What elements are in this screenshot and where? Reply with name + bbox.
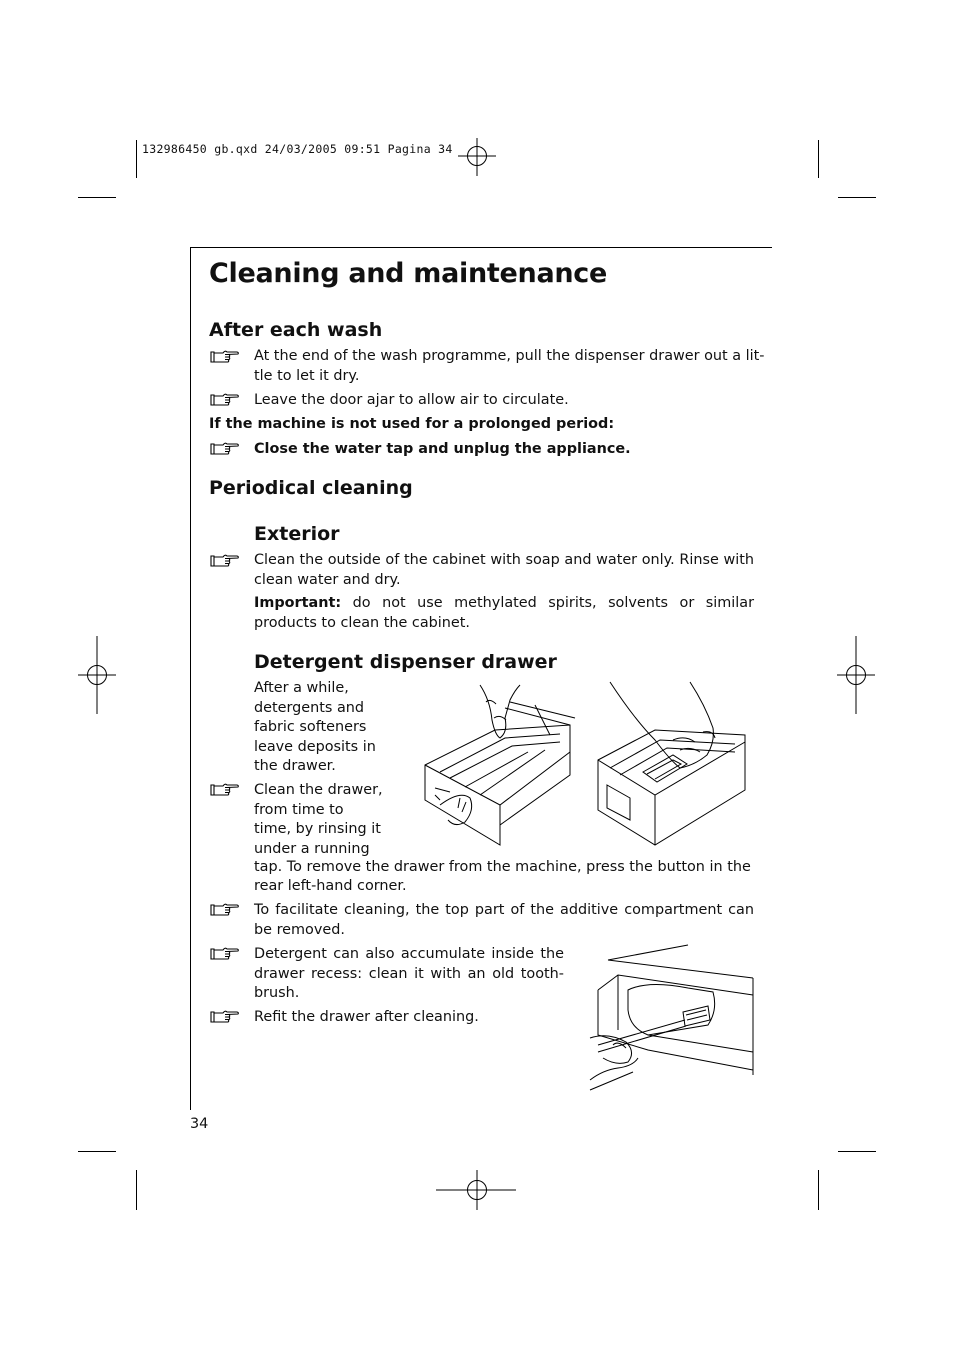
drawer-clean-line: from time to xyxy=(254,801,344,818)
crop-mark xyxy=(136,1170,137,1210)
crop-mark xyxy=(818,1170,819,1210)
crop-mark xyxy=(838,1151,876,1152)
prolonged-period-note: If the machine is not used for a prolonged period: xyxy=(209,416,615,432)
wash-item-1-line-1: At the end of the wash programme, pull the dispenser drawer out a lit- xyxy=(254,348,765,364)
toothbrush-cleaning-illustration xyxy=(588,940,756,1092)
important-label: Important: xyxy=(254,595,342,611)
section-heading-periodical-cleaning: Periodical cleaning xyxy=(209,477,413,499)
crop-mark xyxy=(78,1151,116,1152)
drawer-clean-line: Clean the drawer, xyxy=(254,782,383,798)
pointing-hand-icon xyxy=(210,553,240,569)
subheading-detergent-drawer: Detergent dispenser drawer xyxy=(254,651,557,673)
drawer-clean-line: time, by rinsing it xyxy=(254,821,381,837)
pointing-hand-icon xyxy=(210,946,240,962)
crop-mark xyxy=(78,197,116,198)
crop-mark xyxy=(838,197,876,198)
drawer-clean-continued-2: rear left-hand corner. xyxy=(254,878,407,894)
recess-text: Detergent can also accumulate inside the drawer recess: clean it with an old tooth-brush. xyxy=(254,946,564,1001)
wash-item-2: Leave the door ajar to allow air to circulate. xyxy=(254,392,569,408)
drawer-intro-line: detergents and xyxy=(254,699,365,716)
top-rule xyxy=(190,247,772,248)
print-slug: 132986450 gb.qxd 24/03/2005 09:51 Pagina 34 xyxy=(142,142,453,156)
pointing-hand-icon xyxy=(210,349,240,365)
drawer-clean xyxy=(254,781,383,859)
drawer-intro-line: the drawer. xyxy=(254,758,336,774)
wash-item-3: Close the water tap and unplug the appliance. xyxy=(254,441,631,457)
exterior-important xyxy=(254,594,754,633)
drawer-intro-line: After a while, xyxy=(254,680,349,696)
subheading-exterior: Exterior xyxy=(254,523,340,545)
drawer-removal-illustration xyxy=(420,680,580,848)
registration-mark-icon xyxy=(436,1170,518,1210)
crop-mark xyxy=(136,140,137,178)
section-heading-after-each-wash: After each wash xyxy=(209,319,383,341)
pointing-hand-icon xyxy=(210,1009,240,1025)
drawer-clean-line: under a running xyxy=(254,840,370,857)
drawer-clean-continued-1: tap. To remove the drawer from the machine, press the button in the xyxy=(254,859,751,875)
facilitate-text: To facilitate cleaning, the top part of the additive compartment can be removed. xyxy=(254,902,754,938)
exterior-text: Clean the outside of the cabinet with soap and water only. Rinse with clean water and dry. xyxy=(254,552,754,588)
left-rule xyxy=(190,247,191,1110)
crop-mark xyxy=(818,140,819,178)
compartment-removal-illustration xyxy=(595,680,755,848)
pointing-hand-icon xyxy=(210,782,240,798)
drawer-intro-line: fabric softeners xyxy=(254,719,367,735)
registration-mark-icon xyxy=(458,136,498,178)
page-number: 34 xyxy=(190,1116,209,1132)
page-title: Cleaning and maintenance xyxy=(209,258,608,289)
registration-mark-icon xyxy=(78,636,118,714)
important-text: do not use methylated spirits, solvents or similar products to clean the cabinet. xyxy=(254,595,754,631)
refit-text: Refit the drawer after cleaning. xyxy=(254,1009,479,1025)
pointing-hand-icon xyxy=(210,902,240,918)
drawer-intro xyxy=(254,679,376,777)
wash-item-1-line-2: tle to let it dry. xyxy=(254,368,360,384)
pointing-hand-icon xyxy=(210,441,240,457)
pointing-hand-icon xyxy=(210,392,240,408)
drawer-intro-line: leave deposits in xyxy=(254,738,376,755)
registration-mark-icon xyxy=(836,636,876,714)
